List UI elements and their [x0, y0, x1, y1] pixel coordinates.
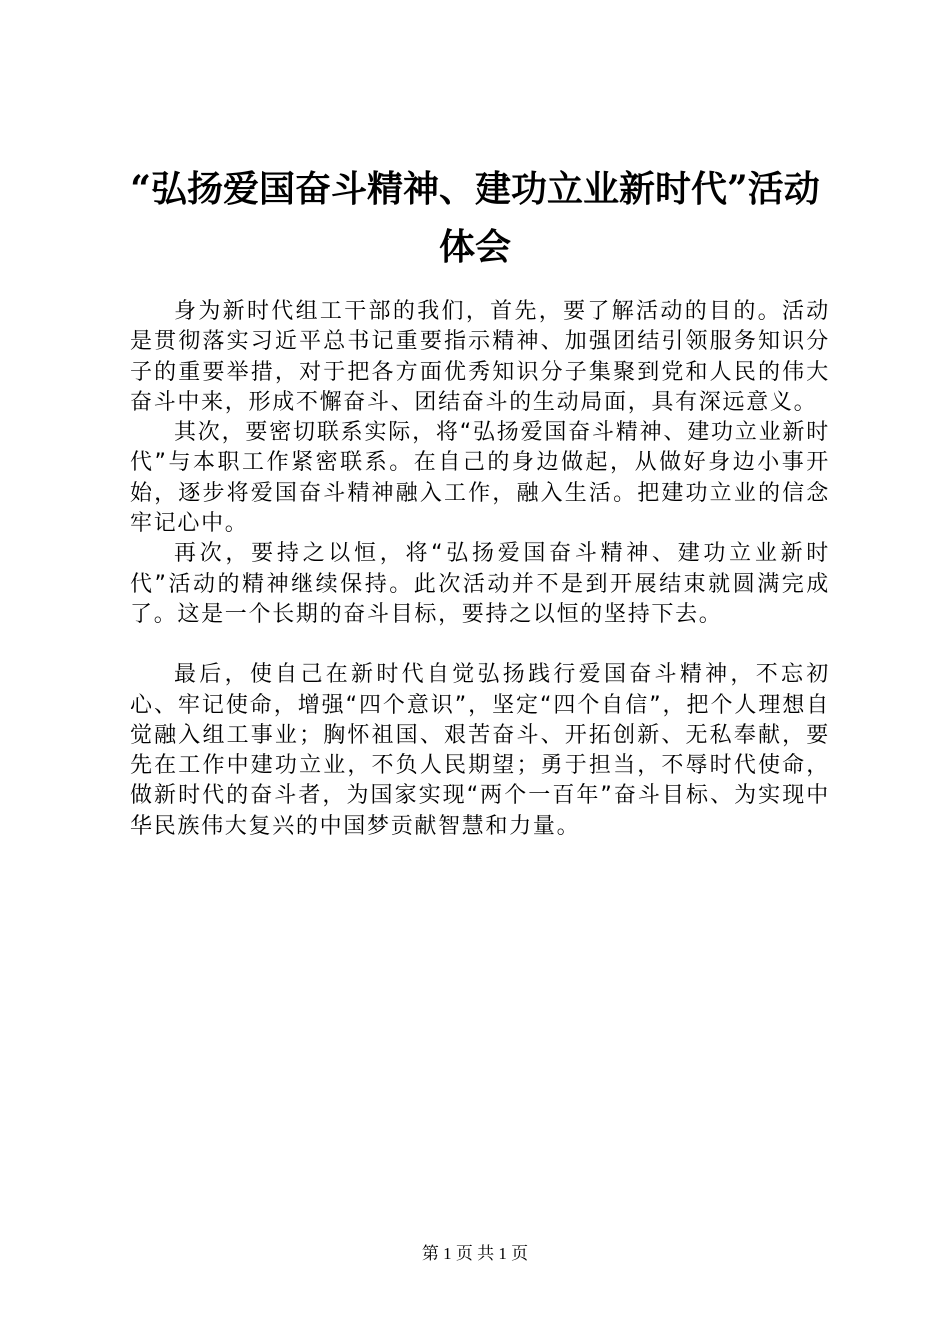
page-footer: 第 1 页 共 1 页	[421, 1244, 529, 1263]
paragraph-fourth: 最后，使自己在新时代自觉弘扬践行爱国奋斗精神，不忘初心、牢记使命，增强“四个意识”，坚定“四个自信”，把个人理想自觉融入组工事业；胸怀祖国、艰苦奋斗、开拓创新、无私奉献，要先在工作中建功立业，不负人民期望；勇于担当，不辱时代使命，做新时代的奋斗者，为国家实现“两个一百年”奋斗目标、为实现中华民族伟大复兴的中国梦贡献智慧和力量。	[130, 662, 830, 839]
document-title: “弘扬爱国奋斗精神、建功立业新时代”活动体会	[130, 168, 820, 268]
paragraph-second: 其次，要密切联系实际，将“弘扬爱国奋斗精神、建功立业新时代”与本职工作紧密联系。在自己的身边做起，从做好身边小事开始，逐步将爱国奋斗精神融入工作，融入生活。把建功立业的信念牢记心中。	[130, 420, 830, 537]
paragraph-first: 身为新时代组工干部的我们，首先，要了解活动的目的。活动是贯彻落实习近平总书记重要指示精神、加强团结引领服务知识分子的重要举措，对于把各方面优秀知识分子集聚到党和人民的伟大奋斗中来，形成不懈奋斗、团结奋斗的生动局面，具有深远意义。	[130, 299, 830, 415]
document-body	[130, 297, 830, 842]
paragraph-third: 再次，要持之以恒，将“弘扬爱国奋斗精神、建功立业新时代”活动的精神继续保持。此次活动并不是到开展结束就圆满完成了。这是一个长期的奋斗目标，要持之以恒的坚持下去。	[130, 541, 830, 627]
